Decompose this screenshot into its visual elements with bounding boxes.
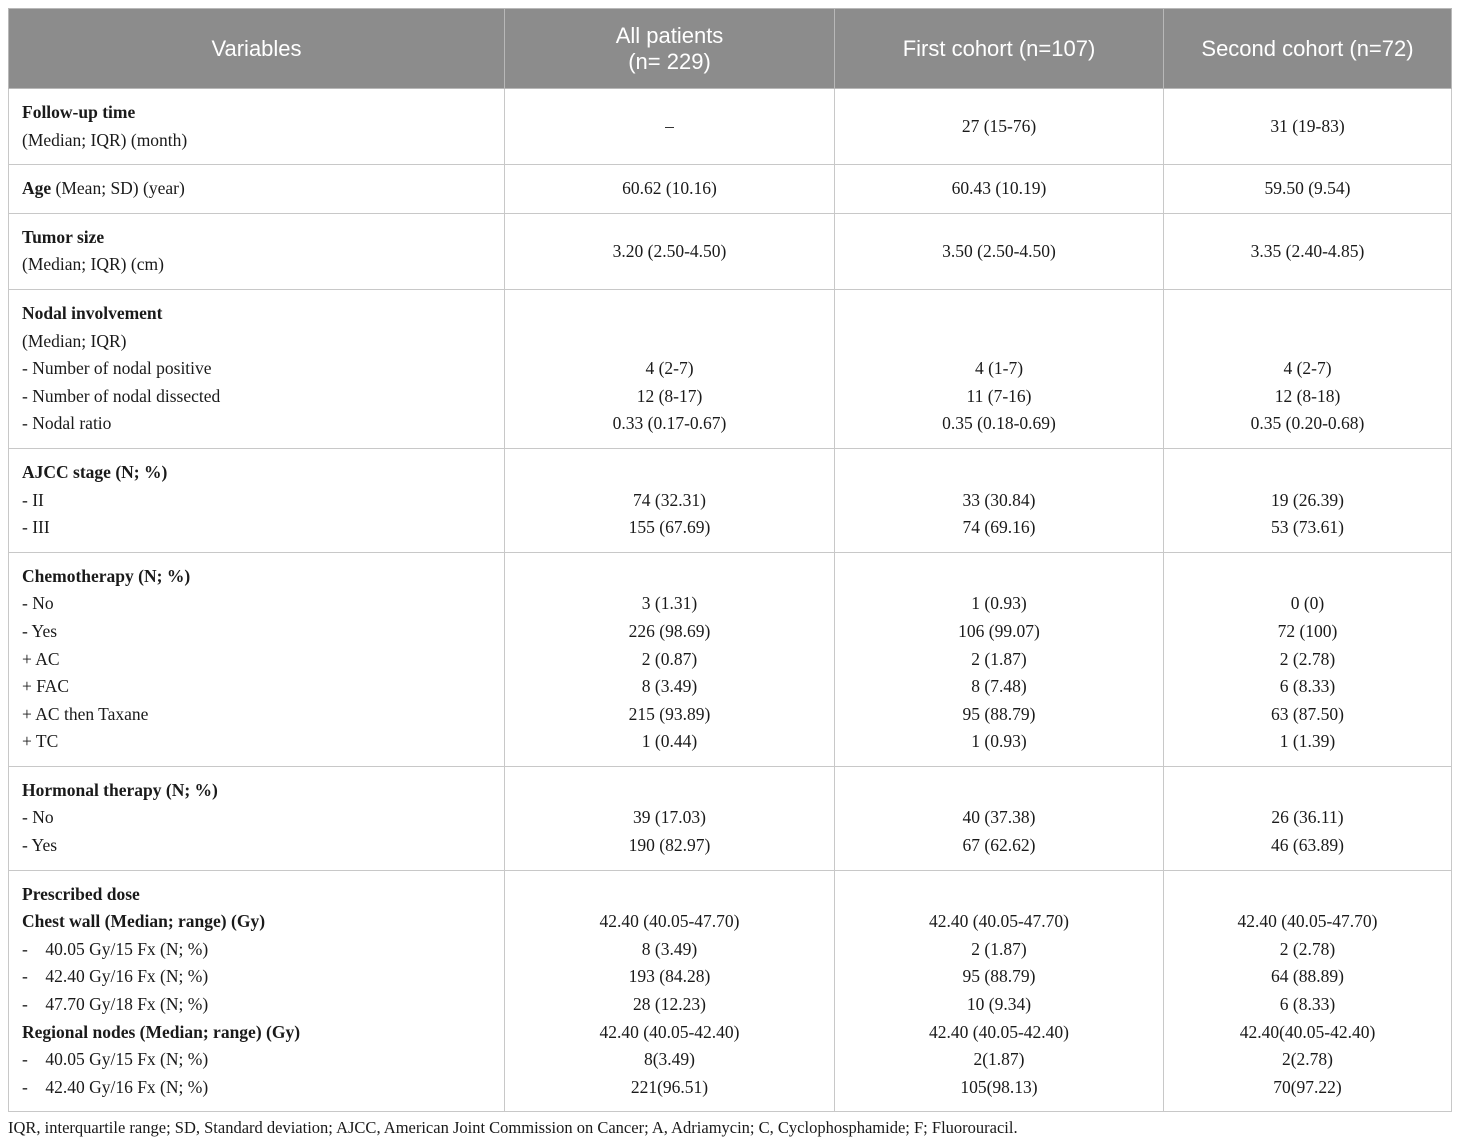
first-cohort-cell <box>835 89 1164 165</box>
cell-value: 1 (0.93) <box>971 731 1027 752</box>
cell-value <box>511 881 828 909</box>
variable-label-line <box>22 355 492 383</box>
variable-label-line <box>22 804 492 832</box>
cell-value: 12 (8-17) <box>636 385 703 406</box>
cell-value: 11 (7-16) <box>966 385 1032 406</box>
cell-value: 0.35 (0.20-0.68) <box>1250 413 1365 434</box>
cell-value: 8 (7.48) <box>971 676 1027 697</box>
cell-value: 8(3.49) <box>643 1049 696 1070</box>
cell-value: 72 (100) <box>1277 620 1338 641</box>
header-row <box>9 9 1452 89</box>
second-cohort-cell <box>1164 552 1452 766</box>
cell-value: 42.40(40.05-42.40) <box>1239 1021 1376 1042</box>
cell-value: 6 (8.33) <box>1279 994 1336 1015</box>
cell-value: 3 (1.31) <box>641 593 698 614</box>
table-row <box>9 165 1452 214</box>
cell-value: 3.20 (2.50-4.50) <box>612 240 727 261</box>
variable-detail: - 42.40 Gy/16 Fx (N; %) <box>22 966 209 987</box>
first-cohort-cell <box>835 289 1164 448</box>
cell-value: 2(2.78) <box>1281 1049 1334 1070</box>
cell-value: 60.43 (10.19) <box>951 178 1047 199</box>
cell-value: 27 (15-76) <box>961 115 1037 136</box>
variable-label-line <box>22 459 492 487</box>
variable-detail: - II <box>22 489 44 510</box>
all-patients-cell <box>505 448 835 552</box>
cell-value <box>1170 777 1445 805</box>
cell-value: 40 (37.38) <box>962 807 1036 828</box>
cell-value: 46 (63.89) <box>1271 835 1344 856</box>
all-patients-cell <box>505 766 835 870</box>
variable-label-line <box>22 777 492 805</box>
cell-value: 53 (73.61) <box>1271 517 1344 538</box>
variable-label-line <box>22 251 492 279</box>
cell-value: 226 (98.69) <box>628 620 711 641</box>
baseline-characteristics-table <box>8 8 1452 1112</box>
variable-label-line <box>22 646 492 674</box>
variable-name: Nodal involvement <box>22 302 163 323</box>
variable-detail: - 40.05 Gy/15 Fx (N; %) <box>22 1049 209 1070</box>
variable-detail: - Yes <box>22 835 58 856</box>
second-cohort-cell <box>1164 448 1452 552</box>
cell-value: 8 (3.49) <box>641 676 698 697</box>
variable-label-line <box>22 728 492 756</box>
header-variables: Variables <box>9 9 505 89</box>
variable-detail: - 42.40 Gy/16 Fx (N; %) <box>22 1076 209 1097</box>
variable-name: Chemotherapy (N; %) <box>22 565 191 586</box>
cell-value: 4 (2-7) <box>645 358 694 379</box>
variable-label-line <box>22 563 492 591</box>
variable-label-cell <box>9 165 505 214</box>
cell-value: 39 (17.03) <box>633 807 706 828</box>
cell-value: 31 (19-83) <box>1270 115 1345 136</box>
all-patients-cell <box>505 213 835 289</box>
cell-value <box>841 328 1157 356</box>
variable-label-cell <box>9 448 505 552</box>
cell-value <box>1170 300 1445 328</box>
all-patients-cell <box>505 289 835 448</box>
variable-detail: - 40.05 Gy/15 Fx (N; %) <box>22 938 209 959</box>
cell-value: 12 (8-18) <box>1274 385 1341 406</box>
variable-detail: - Yes <box>22 620 58 641</box>
cell-value: 193 (84.28) <box>628 966 711 987</box>
variable-label-line <box>22 328 492 356</box>
variable-label-line <box>22 832 492 860</box>
cell-value: 74 (69.16) <box>962 517 1036 538</box>
variable-label-line <box>22 991 492 1019</box>
variable-name: Age <box>22 178 52 199</box>
cell-value: 67 (62.62) <box>962 835 1036 856</box>
variable-detail: - 47.70 Gy/18 Fx (N; %) <box>22 994 209 1015</box>
cell-value <box>1170 459 1445 487</box>
variable-detail: - Number of nodal positive <box>22 358 212 379</box>
variable-label-line <box>22 127 492 155</box>
cell-value: 221(96.51) <box>630 1076 709 1097</box>
second-cohort-cell <box>1164 289 1452 448</box>
cell-value: 95 (88.79) <box>962 703 1036 724</box>
first-cohort-cell <box>835 448 1164 552</box>
variable-label-line <box>22 618 492 646</box>
variable-label-line <box>22 487 492 515</box>
cell-value: 0.35 (0.18-0.69) <box>942 413 1056 434</box>
cell-value: 2 (2.78) <box>1279 938 1336 959</box>
cell-value: 1 (0.44) <box>641 731 698 752</box>
variable-name: Follow-up time <box>22 102 136 122</box>
variable-name: Regional nodes (Median; range) (Gy) <box>22 1021 301 1042</box>
variable-label-line <box>22 300 492 328</box>
all-patients-cell <box>505 552 835 766</box>
cell-value: 6 (8.33) <box>1279 676 1336 697</box>
cell-value: 2 (1.87) <box>971 648 1027 669</box>
cell-value: 59.50 (9.54) <box>1264 178 1351 199</box>
cell-value: 19 (26.39) <box>1271 489 1344 510</box>
cell-value <box>1170 328 1445 356</box>
cell-value: 42.40 (40.05-47.70) <box>929 911 1069 932</box>
cell-value <box>1170 563 1445 591</box>
variable-label-cell <box>9 766 505 870</box>
variable-label-line <box>22 673 492 701</box>
cell-value <box>841 459 1157 487</box>
variable-name: AJCC stage (N; %) <box>22 461 168 482</box>
cell-value <box>511 777 828 805</box>
cell-value: 106 (99.07) <box>958 620 1040 641</box>
cell-value: – <box>665 115 674 136</box>
table-body <box>9 89 1452 1112</box>
variable-label-line <box>22 99 492 127</box>
cell-value <box>511 563 828 591</box>
cell-value: 190 (82.97) <box>628 835 711 856</box>
cell-value: 42.40 (40.05-47.70) <box>1237 911 1378 932</box>
variable-name: Prescribed dose <box>22 883 140 904</box>
cell-value: 4 (1-7) <box>974 358 1024 379</box>
cell-value: 74 (32.31) <box>633 489 706 510</box>
variable-label-line <box>22 1046 492 1074</box>
table-row <box>9 766 1452 870</box>
cell-value: 3.50 (2.50-4.50) <box>942 240 1056 261</box>
cell-value: 155 (67.69) <box>628 517 711 538</box>
second-cohort-cell <box>1164 89 1452 165</box>
variable-label-line <box>22 936 492 964</box>
variable-label-cell <box>9 870 505 1112</box>
variable-detail: - No <box>22 593 54 614</box>
cell-value: 42.40 (40.05-47.70) <box>599 911 740 932</box>
table-row <box>9 448 1452 552</box>
variable-detail: - No <box>22 807 54 828</box>
variable-label-line <box>22 175 492 203</box>
cell-value: 2 (1.87) <box>971 938 1027 959</box>
cell-value <box>511 300 828 328</box>
header-first-cohort: First cohort (n=107) <box>835 9 1164 89</box>
table-row <box>9 89 1452 165</box>
variable-detail: - Number of nodal dissected <box>22 385 221 406</box>
variable-detail: (Median; IQR) (month) <box>22 129 188 150</box>
variable-label-line <box>22 1019 492 1047</box>
table-footnote: IQR, interquartile range; SD, Standard deviation; AJCC, American Joint Commission on Cancer; A, Adriamycin; C, Cyclophosphamide; F; Fluorouracil. <box>8 1118 1018 1137</box>
cell-value: 2 (2.78) <box>1279 648 1336 669</box>
first-cohort-cell <box>835 552 1164 766</box>
variable-detail: - III <box>22 517 50 538</box>
table-row <box>9 870 1452 1112</box>
all-patients-cell <box>505 165 835 214</box>
table-row <box>9 213 1452 289</box>
variable-detail: (Median; IQR) <box>22 330 127 351</box>
table-row <box>9 289 1452 448</box>
variable-detail: + AC <box>22 648 60 669</box>
second-cohort-cell <box>1164 870 1452 1112</box>
cell-value <box>841 777 1157 805</box>
cell-value: 3.35 (2.40-4.85) <box>1250 240 1365 261</box>
cell-value: 63 (87.50) <box>1271 703 1344 724</box>
variable-label-line <box>22 514 492 542</box>
first-cohort-cell <box>835 766 1164 870</box>
cell-value: 60.62 (10.16) <box>622 178 717 199</box>
variable-label-line <box>22 224 492 252</box>
variable-detail: + FAC <box>22 676 69 697</box>
cell-value: 2(1.87) <box>973 1049 1025 1070</box>
variable-label-line <box>22 1074 492 1102</box>
cell-value: 0 (0) <box>1290 593 1325 614</box>
cell-value: 1 (0.93) <box>971 593 1027 614</box>
first-cohort-cell <box>835 870 1164 1112</box>
cell-value: 2 (0.87) <box>641 648 698 669</box>
second-cohort-cell <box>1164 213 1452 289</box>
variable-detail: (Median; IQR) (cm) <box>22 254 164 275</box>
variable-detail: + AC then Taxane <box>22 703 149 724</box>
cell-value: 70(97.22) <box>1273 1076 1342 1097</box>
cell-value: 42.40 (40.05-42.40) <box>599 1021 740 1042</box>
cell-value <box>1170 881 1445 909</box>
all-patients-cell <box>505 870 835 1112</box>
variable-label-cell <box>9 552 505 766</box>
cell-value: 64 (88.89) <box>1271 966 1344 987</box>
variable-name: Chest wall (Median; range) (Gy) <box>22 911 266 932</box>
cell-value: 28 (12.23) <box>633 994 706 1015</box>
variable-label-cell <box>9 289 505 448</box>
table-row <box>9 552 1452 766</box>
first-cohort-cell <box>835 213 1164 289</box>
second-cohort-cell <box>1164 165 1452 214</box>
cell-value <box>511 459 828 487</box>
variable-label-line <box>22 383 492 411</box>
variable-label-line <box>22 881 492 909</box>
cell-value: 95 (88.79) <box>962 966 1036 987</box>
variable-detail: (Mean; SD) (year) <box>51 178 185 199</box>
cell-value: 1 (1.39) <box>1279 731 1336 752</box>
cell-value: 42.40 (40.05-42.40) <box>929 1021 1069 1042</box>
cell-value: 8 (3.49) <box>641 938 698 959</box>
header-all-patients: All patients (n= 229) <box>505 9 835 89</box>
cell-value: 105(98.13) <box>960 1076 1038 1097</box>
second-cohort-cell <box>1164 766 1452 870</box>
variable-label-line <box>22 963 492 991</box>
cell-value: 4 (2-7) <box>1283 358 1332 379</box>
first-cohort-cell <box>835 165 1164 214</box>
variable-label-cell <box>9 89 505 165</box>
variable-name: Hormonal therapy (N; %) <box>22 779 218 800</box>
cell-value <box>841 881 1157 909</box>
cell-value <box>841 563 1157 591</box>
cell-value: 215 (93.89) <box>628 703 711 724</box>
variable-detail: + TC <box>22 731 59 752</box>
cell-value <box>511 328 828 356</box>
variable-label-line <box>22 590 492 618</box>
cell-value: 26 (36.11) <box>1271 807 1344 828</box>
header-second-cohort: Second cohort (n=72) <box>1164 9 1452 89</box>
cell-value: 0.33 (0.17-0.67) <box>612 413 727 434</box>
cell-value: 33 (30.84) <box>962 489 1036 510</box>
variable-detail: - Nodal ratio <box>22 413 112 434</box>
variable-label-line <box>22 410 492 438</box>
variable-label-line <box>22 908 492 936</box>
variable-label-cell <box>9 213 505 289</box>
all-patients-cell <box>505 89 835 165</box>
cell-value <box>841 300 1157 328</box>
cell-value: 10 (9.34) <box>966 994 1032 1015</box>
variable-label-line <box>22 701 492 729</box>
variable-name: Tumor size <box>22 226 105 247</box>
